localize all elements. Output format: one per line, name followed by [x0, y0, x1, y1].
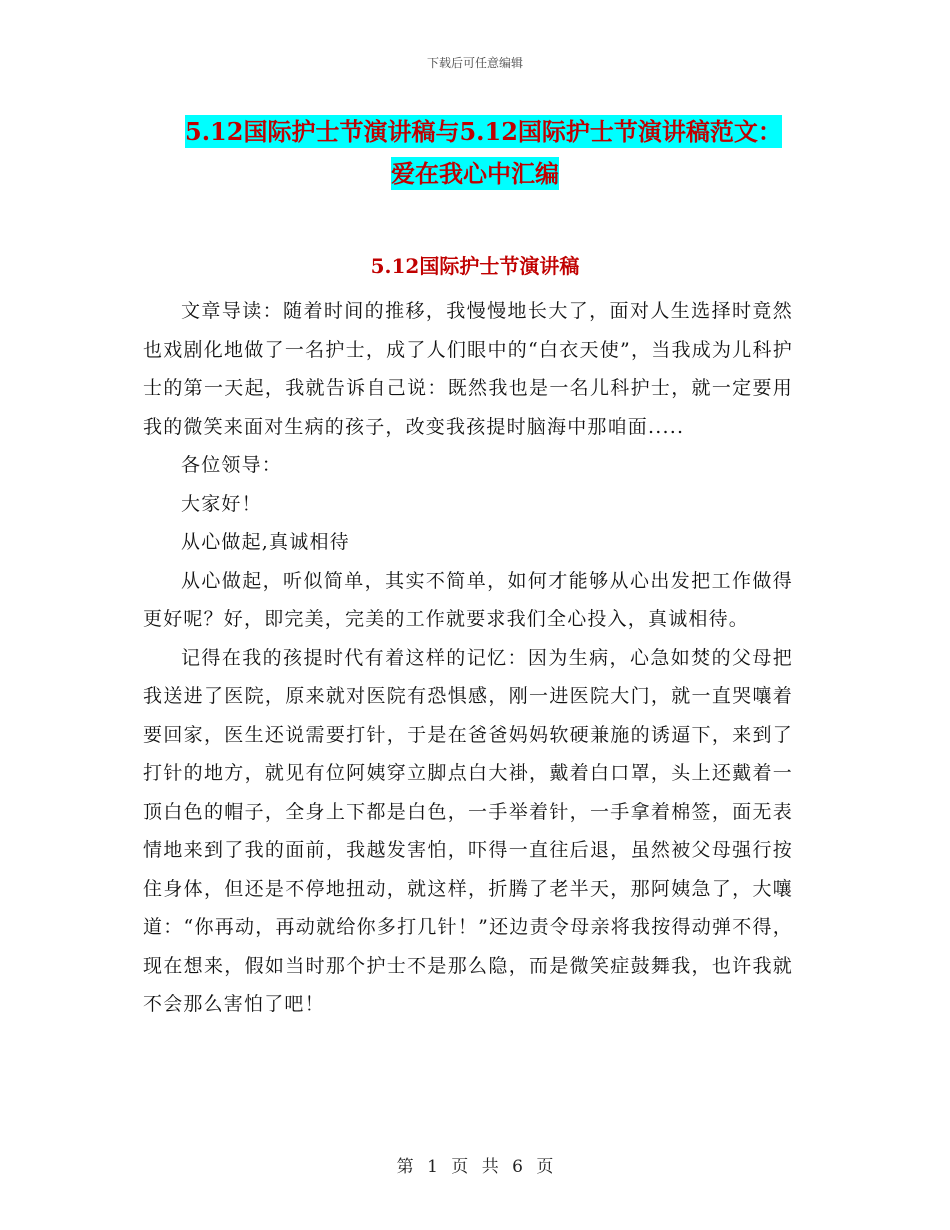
- paragraph-body-2: 记得在我的孩提时代有着这样的记忆：因为生病，心急如焚的父母把我送进了医院，原来就对医院有恐惧感，刚一进医院大门，就一直哭嚷着要回家，医生还说需要打针，于是在爸爸妈妈软硬兼施的诱逼下，来到了打针的地方，就见有位阿姨穿立脚点白大褂，戴着白口罩，头上还戴着一顶白色的帽子，全身上下都是白色，一手举着针，一手拿着棉签，面无表情地来到了我的面前，我越发害怕，吓得一直往后退，虽然被父母强行按住身体，但还是不停地扭动，就这样，折腾了老半天，那阿姨急了，大嚷道：“你再动，再动就给你多打几针！”还边责令母亲将我按得动弹不得，现在想来，假如当时那个护士不是那么隐，而是微笑症鼓舞我，也许我就不会那么害怕了吧！: [143, 646, 793, 1015]
- document-title-line-1: [185, 116, 845, 148]
- document-title-line-2: [0, 158, 950, 190]
- title-highlight-1: 5.12国际护士节演讲稿与5.12国际护士节演讲稿范文：: [185, 117, 782, 146]
- body-text: [143, 292, 793, 1024]
- section-title: 5.12国际护士节演讲稿: [370, 254, 580, 278]
- paragraph-salutation: 各位领导：: [181, 454, 283, 476]
- paragraph-greeting: 大家好！: [181, 492, 262, 515]
- paragraph-subheading: 从心做起,真诚相待: [181, 531, 350, 553]
- paragraph-body-1: 从心做起，听似简单，其实不简单，如何才能够从心出发把工作做得更好呢？好，即完美，完美的工作就要求我们全心投入，真诚相待。: [143, 569, 793, 630]
- paragraph-intro: 文章导读：随着时间的推移，我慢慢地长大了，面对人生选择时竟然也戏剧化地做了一名护士，成了人们眼中的“白衣天使”，当我成为儿科护士的第一天起，我就告诉自己说：既然我也是一名儿科护士，就一定要用我的微笑来面对生病的孩子，改变我孩提时脑海中那咱面.....: [143, 300, 793, 438]
- page-footer: 第 1 页 共 6 页: [396, 1157, 554, 1177]
- title-highlight-2: 爱在我心中汇编: [391, 159, 559, 188]
- page-header-note: 下载后可任意编辑: [426, 56, 523, 70]
